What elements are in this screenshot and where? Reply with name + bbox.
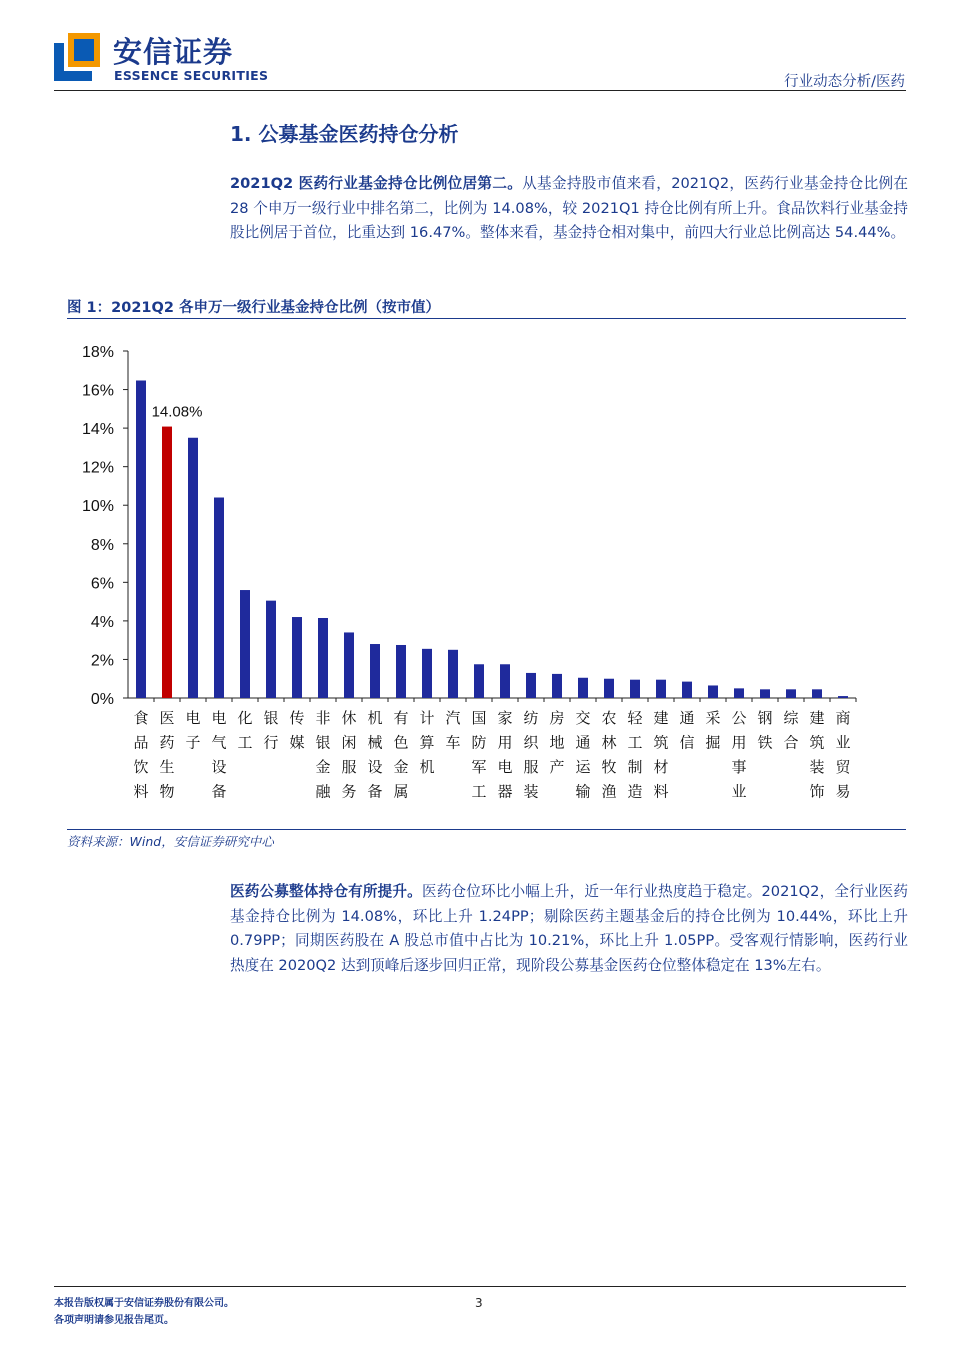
bar [578,678,588,698]
bar [344,632,354,698]
x-tick-label: 有色金属 [393,709,409,801]
x-tick-label: 电气设备 [211,709,227,801]
y-tick-label: 8% [90,536,114,554]
x-tick-label: 采掘 [705,709,721,752]
bar [734,688,744,698]
x-tick-label: 建筑材料 [653,709,669,801]
x-tick-label: 汽车 [445,709,461,752]
x-tick-label: 电子 [185,709,201,752]
bar [422,649,432,698]
paragraph-lead: 医药公募整体持仓有所提升。 [230,883,422,900]
section-title: 1. 公募基金医药持仓分析 [230,122,459,146]
bar [162,427,172,698]
x-tick-label: 纺织服装 [523,709,539,801]
bar [604,679,614,698]
bar [136,380,146,698]
y-tick-label: 10% [81,498,114,516]
x-tick-label: 建筑装饰 [809,709,825,801]
x-tick-label: 公用事业 [731,709,747,801]
x-tick-label: 银行 [263,709,279,752]
bar [240,590,250,698]
bar [214,498,224,698]
x-tick-label: 食品饮料 [133,709,149,801]
bar [188,438,198,698]
paragraph-overall-holding [230,880,908,978]
bar [682,682,692,698]
bar [786,689,796,698]
bar [266,601,276,698]
x-tick-label: 医药生物 [159,709,175,801]
paragraph-body: 医药仓位环比小幅上升，近一年行业热度趋于稳定。2021Q2，全行业医药基金持仓比例为 14.08%，环比上升 1.24PP；剔除医药主题基金后的持仓比例为 10.44%，环比上升 0.79PP；同期医药股在 A 股总市值中占比为 10.21%，环比上升 1.05PP。受客观行情影响，医药行业热度在 2020Q2 达到顶峰后逐步回归正常，现阶段公募基金医药仓位整体稳定在 13%左右。 [230,883,908,974]
y-tick-label: 2% [90,652,114,670]
x-tick-label: 国防军工 [471,709,487,801]
footer-divider [54,1286,906,1287]
figure-title: 图 1：2021Q2 各申万一级行业基金持仓比例（按市值） [67,300,440,316]
footer-copyright: 本报告版权属于安信证券股份有限公司。 [54,1298,234,1309]
bar [474,664,484,698]
x-tick-label: 计算机 [419,709,435,776]
x-tick-label: 轻工制造 [627,709,643,801]
y-tick-label: 12% [81,459,114,477]
bar [318,618,328,698]
x-tick-label: 休闲服务 [341,709,357,801]
x-tick-label: 综合 [783,709,799,752]
paragraph-lead: 2021Q2 医药行业基金持仓比例位居第二。 [230,175,523,192]
brand-name-cn: 安信证券 [113,35,234,69]
x-tick-label: 家用电器 [497,709,513,801]
bar [292,617,302,698]
bar [630,680,640,698]
bar [526,673,536,698]
report-type: 行业动态分析/医药 [784,74,905,90]
figure-bottom-rule [67,829,906,830]
figure-source: 资料来源：Wind，安信证券研究中心 [67,834,274,849]
bar [656,680,666,698]
x-tick-label: 商业贸易 [835,709,851,801]
x-tick-label: 钢铁 [757,709,773,752]
y-tick-label: 18% [81,344,114,361]
bar [500,664,510,698]
bar [760,689,770,698]
y-tick-label: 6% [90,575,114,593]
bar [448,650,458,698]
data-label: 14.08% [151,403,203,421]
y-tick-label: 4% [90,613,114,631]
x-tick-label: 化工 [237,709,253,752]
bar [708,685,718,698]
x-tick-label: 传媒 [289,709,305,752]
y-tick-label: 14% [81,421,114,439]
x-tick-label: 农林牧渔 [601,709,617,801]
brand-name-en: ESSENCE SECURITIES [114,68,269,83]
x-tick-label: 交通运输 [575,709,591,801]
bar [370,644,380,698]
y-tick-label: 0% [90,691,114,708]
paragraph-body: 从基金持股市值来看，2021Q2，医药行业基金持仓比例在 28 个申万一级行业中排名第二，比例为 14.08%，较 2021Q1 持仓比例有所上升。食品饮料行业基金持股比例居于首位，比重达到 16.47%。整体来看，基金持仓相对集中，前四大行业总比例高达 54.44%。 [230,175,908,242]
x-tick-label: 非银金融 [315,709,331,801]
bar [396,645,406,698]
x-tick-label: 机械设备 [367,709,383,801]
page-number: 3 [475,1296,483,1310]
bar [838,696,848,698]
bar [812,689,822,698]
footer-disclaimer: 各项声明请参见报告尾页。 [54,1315,174,1326]
x-tick-label: 通信 [679,709,695,752]
y-tick-label: 16% [81,382,114,400]
x-tick-label: 房地产 [549,709,565,776]
bar [552,674,562,698]
